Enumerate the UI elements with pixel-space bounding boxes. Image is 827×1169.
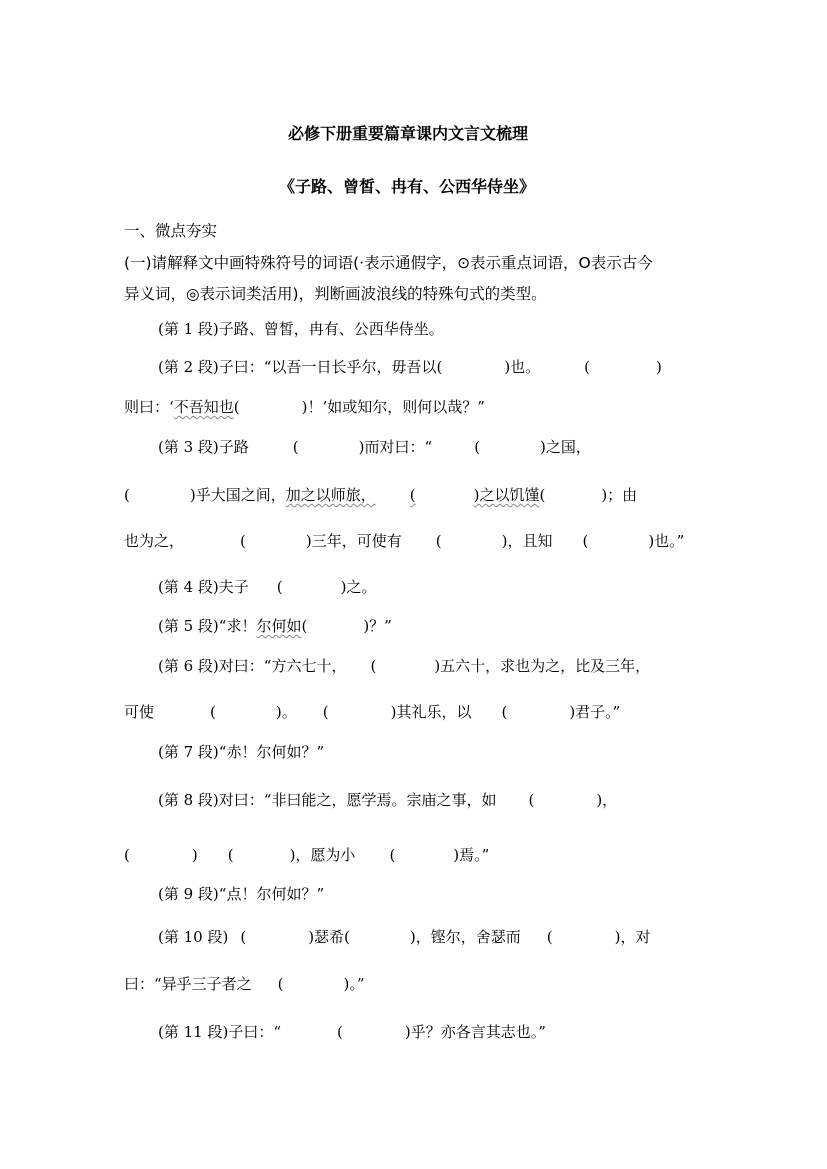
paragraph-text: )！’如或知尔，则何以哉？” xyxy=(301,398,485,416)
paragraph-2-line-1 xyxy=(158,358,662,376)
paragraph-text: ( xyxy=(292,438,299,456)
wavy-underlined-sentence xyxy=(410,486,540,504)
paragraph-text: ( xyxy=(233,398,240,416)
paragraph-text: ( xyxy=(582,532,589,550)
paragraph-text: ( xyxy=(389,846,396,864)
paragraph-3-line-1 xyxy=(158,438,591,456)
paragraph-text: )也。 xyxy=(504,358,541,376)
paragraph-text: )， xyxy=(596,791,618,809)
paragraph-text: )焉。” xyxy=(453,846,490,864)
paragraph-text: (第 11 段)子曰：“ xyxy=(158,1023,281,1041)
paragraph-text: )乎？亦各言其志也。” xyxy=(404,1023,546,1041)
document-title: 必修下册重要篇章课内文言文梳理 xyxy=(288,124,529,143)
paragraph-text: (第 3 段)子路 xyxy=(158,438,249,456)
paragraph-text: )之。 xyxy=(340,578,377,596)
paragraph-4 xyxy=(158,578,377,596)
paragraph-text: )五六十，求也为之，比及三年， xyxy=(434,657,651,675)
paragraph-text: )。 xyxy=(275,703,297,721)
paragraph-2-line-2 xyxy=(124,398,485,416)
paragraph-text: (第 10 段) xyxy=(158,928,229,946)
paragraph-text: 则曰：‘ xyxy=(124,398,174,416)
wavy-underlined-sentence: 不吾知也 xyxy=(173,398,234,416)
paragraph-text: ( xyxy=(301,617,308,635)
paragraph-6-line-2 xyxy=(124,703,620,721)
paragraph-text: )三年，可使有 xyxy=(305,532,402,550)
paragraph-text: ( xyxy=(276,578,283,596)
instruction-line-2: 异义词，◎表示词类活用)，判断画波浪线的特殊句式的类型。 xyxy=(124,285,547,303)
paragraph-10-line-1 xyxy=(158,928,650,946)
paragraph-text: ( xyxy=(124,486,130,504)
paragraph-text: )。” xyxy=(343,975,365,993)
paragraph-text: ( xyxy=(474,438,481,456)
paragraph-6-line-1 xyxy=(158,657,650,675)
wavy-underlined-sentence: 加之以师旅， xyxy=(285,486,376,504)
paragraph-text: ) xyxy=(656,358,662,376)
paragraph-text: ( xyxy=(240,532,246,550)
paragraph-text: )，对 xyxy=(614,928,651,946)
paragraph-text: )瑟希( xyxy=(308,928,350,946)
paragraph-1: (第 1 段)子路、曾皙，冉有、公西华侍坐。 xyxy=(158,320,444,338)
paragraph-text: (第 4 段)夫子 xyxy=(158,578,249,596)
section-heading: 一、微点夯实 xyxy=(124,222,218,240)
paragraph-text: ( xyxy=(277,975,284,993)
paragraph-text: (第 5 段)“求！ xyxy=(158,617,257,635)
paragraph-text: ( xyxy=(240,928,247,946)
paragraph-text: )，且知 xyxy=(501,532,553,550)
paragraph-text: )；由 xyxy=(601,486,638,504)
paragraph-text: ) xyxy=(191,846,198,864)
paragraph-text: )之国， xyxy=(540,438,591,456)
paragraph-text: (第 6 段)对曰：“方六七十， xyxy=(158,657,347,675)
paragraph-text: )君子。” xyxy=(569,703,621,721)
paragraph-9: (第 9 段)“点！尔何如？” xyxy=(158,885,325,903)
paragraph-text: ( xyxy=(435,532,442,550)
paragraph-text: )，愿为小 xyxy=(289,846,356,864)
paragraph-10-line-2 xyxy=(124,975,365,993)
paragraph-text: )其礼乐，以 xyxy=(390,703,472,721)
paragraph-text: ( xyxy=(409,486,416,504)
paragraph-text: )乎大国之间， xyxy=(189,486,286,504)
paragraph-3-line-2 xyxy=(124,486,637,504)
paragraph-3-line-3 xyxy=(124,532,684,550)
paragraph-text: 可使 xyxy=(124,703,155,721)
paragraph-text: ( xyxy=(546,928,553,946)
document-subtitle: 《子路、曾皙、冉有、公西华侍坐》 xyxy=(279,177,536,196)
paragraph-11 xyxy=(158,1023,546,1041)
paragraph-7: (第 7 段)“赤！尔何如？” xyxy=(158,743,325,761)
paragraph-text: ( xyxy=(539,486,546,504)
paragraph-text: ( xyxy=(370,657,377,675)
paragraph-text: 曰：“异乎三子者之 xyxy=(124,975,252,993)
paragraph-text: ( xyxy=(124,846,130,864)
paragraph-text: ( xyxy=(528,791,535,809)
paragraph-text: )而对曰：“ xyxy=(358,438,433,456)
paragraph-8-line-1 xyxy=(158,791,617,809)
paragraph-text: )，铿尔，舍瑟而 xyxy=(409,928,521,946)
paragraph-text: ( xyxy=(210,703,216,721)
paragraph-text: ( xyxy=(227,846,234,864)
paragraph-text: 也为之， xyxy=(124,532,185,550)
paragraph-text: ( xyxy=(337,1023,343,1041)
paragraph-text: ( xyxy=(501,703,508,721)
paragraph-text: ( xyxy=(584,358,591,376)
wavy-underlined-sentence: 尔何如 xyxy=(256,617,302,635)
paragraph-text: )也。” xyxy=(648,532,685,550)
paragraph-5 xyxy=(158,617,392,635)
paragraph-text: (第 8 段)对曰：“非曰能之，愿学焉。宗庙之事，如 xyxy=(158,791,497,809)
paragraph-text: ( xyxy=(322,703,329,721)
paragraph-8-line-2 xyxy=(124,846,489,864)
paragraph-text: )之以饥馑 xyxy=(473,486,540,504)
paragraph-text: (第 2 段)子曰：“以吾一日长乎尔，毋吾以( xyxy=(158,358,443,376)
instruction-line-1: (一)请解释文中画特殊符号的词语(·表示通假字，⊙表示重点词语，O表示古今 xyxy=(124,254,653,272)
paragraph-text: )？” xyxy=(363,617,392,635)
